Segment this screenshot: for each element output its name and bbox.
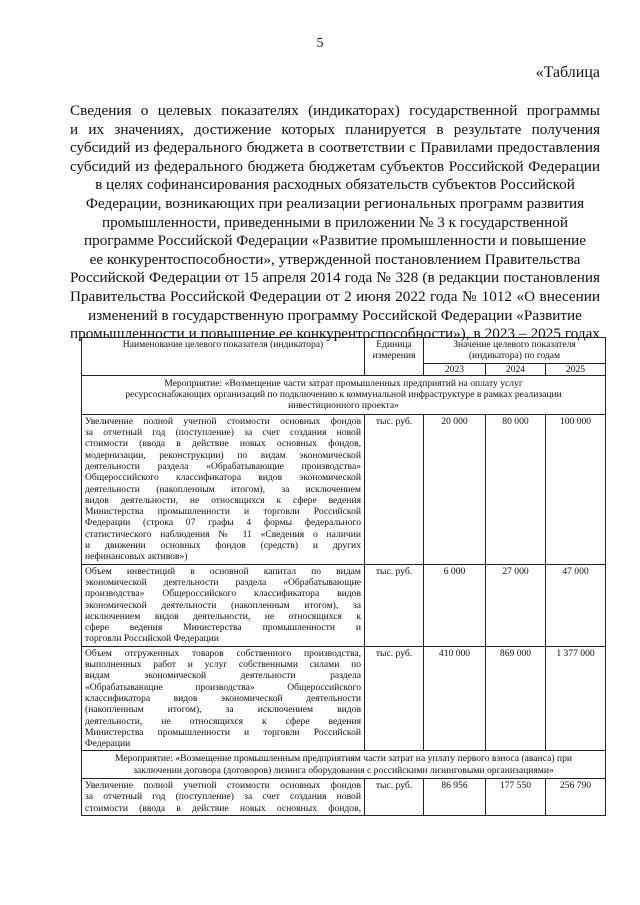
title-line: изменений в государственную программу Российской Федерации «Развитие — [88, 306, 582, 324]
unit-cell: тыс. руб. — [365, 414, 424, 564]
value-2023: 20 000 — [424, 414, 486, 564]
header-unit-line: измерения — [372, 350, 416, 362]
indicator-line: Увеличение полной учетной стоимости основных фондов — [85, 415, 361, 427]
title-line: в целях софинансирования расходных обязательств субъектов Российской — [95, 176, 575, 194]
header-year: 2025 — [546, 363, 606, 375]
header-values-line: Значение целевого показателя — [453, 339, 576, 350]
title-line: субсидий из федерального бюджета в соответствии с Правилами предоставления — [70, 139, 600, 157]
indicator-line: классификатора видов экономической деятельности — [85, 692, 361, 704]
indicator-line: Увеличение полной учетной стоимости основных фондов — [85, 779, 361, 791]
header-values-line: (индикатора) по годам — [468, 350, 561, 362]
title-line: Российской Федерации от 15 апреля 2014 года № 328 (в редакции постановления — [70, 269, 600, 287]
indicator-line: Объем отгруженных товаров собственного производства, — [85, 647, 361, 659]
indicator-line: исключением видов деятельности, не относящихся к — [85, 610, 361, 622]
indicator-line: Федерации (строка 07 графы 4 формы федерального — [85, 517, 361, 529]
indicator-name — [82, 414, 365, 564]
value-2024: 80 000 — [486, 414, 546, 564]
title-line: субсидий из федерального бюджета бюджетам субъектов Российской Федерации — [70, 157, 600, 175]
event-row — [82, 375, 606, 414]
value-2025: 1 377 000 — [546, 646, 606, 751]
indicator-line: Министерства промышленности и торговли Российской — [85, 506, 361, 518]
unit-cell: тыс. руб. — [365, 778, 424, 815]
table-header-row — [82, 338, 606, 364]
event-line: Мероприятие: «Возмещение части затрат промышленных предприятий на оплату услуг — [164, 377, 523, 389]
title-line: программе Российской Федерации «Развитие промышленности и повышение — [83, 232, 587, 250]
title-line: промышленности, приведенными в приложении № 3 к государственной — [101, 213, 569, 231]
table-row — [82, 778, 606, 815]
event-description — [82, 751, 606, 779]
title-line: и их значениях, достижение которых планируется в результате получения — [70, 120, 600, 138]
event-line: ресурсоснабжающих организаций по подключению к коммунальной инфраструктуре в рамках реализации — [125, 389, 562, 401]
value-2024: 177 550 — [486, 778, 546, 815]
event-description — [82, 375, 606, 414]
indicator-line: Общероссийского классификатора видов экономической — [85, 472, 361, 484]
title-line: Сведения о целевых показателях (индикаторах) государственной программы — [70, 102, 600, 119]
indicator-line: видам экономической деятельности раздела — [85, 670, 361, 682]
event-line: Мероприятие: «Возмещение промышленным предприятиям части затрат на уплату первого взноса (аванса) при — [115, 753, 572, 765]
page-number: 5 — [316, 36, 324, 51]
value-2024: 27 000 — [486, 564, 546, 646]
indicator-line: выполненных работ и услуг собственными силами по — [85, 659, 361, 671]
title-line: промышленности и повышение ее конкурентоспособности»), в 2023 – 2025 годах — [70, 325, 600, 343]
table-row — [82, 646, 606, 751]
indicator-line: Федерации — [85, 738, 131, 750]
indicator-line: стоимости (ввода в действие новых основных фондов, — [85, 438, 361, 450]
indicator-line: экономической деятельности (накопленным итогом), за — [85, 599, 361, 611]
indicator-name — [82, 646, 365, 751]
indicator-line: Объем инвестиций в основной капитал по видам — [85, 565, 361, 577]
value-2024: 869 000 — [486, 646, 546, 751]
header-values — [424, 338, 606, 364]
indicator-line: за отчетный год (поступление) за счет создания новой — [85, 791, 361, 803]
value-2025: 100 000 — [546, 414, 606, 564]
indicator-line: нефинансовых активов») — [85, 551, 188, 563]
value-2025: 47 000 — [546, 564, 606, 646]
unit-cell: тыс. руб. — [365, 564, 424, 646]
title-line: Правительства Российской Федерации от 2 июня 2022 года № 1012 «О внесении — [70, 287, 600, 305]
indicator-line: производства» Общероссийского классификатора видов — [85, 588, 361, 600]
event-line: инвестиционного проекта» — [288, 400, 399, 412]
indicator-line: деятельности раздела «Обрабатывающие производства» — [85, 460, 361, 472]
indicator-line: «Обрабатывающие производства» Общероссийского — [85, 681, 361, 693]
header-unit — [365, 338, 424, 376]
document-title — [70, 102, 600, 344]
header-year: 2023 — [424, 363, 486, 375]
indicator-line: деятельности, не относящихся к сфере ведения — [85, 715, 361, 727]
indicator-name — [82, 564, 365, 646]
indicator-line: видов деятельности, не относящихся к сфере ведения — [85, 494, 361, 506]
indicator-line: (накопленным итогом), за исключением видов — [85, 704, 361, 716]
indicator-line: Министерства промышленности и торговли Российской — [85, 726, 361, 738]
event-row — [82, 751, 606, 779]
indicator-line: за отчетный год (поступление) за счет создания новой — [85, 427, 361, 439]
header-indicator-name: Наименование целевого показателя (индикатора) — [82, 338, 365, 376]
value-2025: 256 790 — [546, 778, 606, 815]
table-row — [82, 564, 606, 646]
indicator-line: и движении основных фондов (средств) и других — [85, 540, 361, 552]
header-year: 2024 — [486, 363, 546, 375]
table-label: «Таблица — [535, 64, 600, 81]
indicator-line: модернизации, реконструкции) по видам экономической — [85, 449, 361, 461]
indicator-line: статистического наблюдения № 11 «Сведения о наличии — [85, 528, 361, 540]
title-line: Федерации, возникающих при реализации региональных программ развития — [85, 194, 585, 212]
event-line: заключении договора (договоров) лизинга оборудования с российскими лизинговыми организациями» — [133, 764, 554, 776]
value-2023: 6 000 — [424, 564, 486, 646]
table-row — [82, 414, 606, 564]
indicator-line: деятельности (накопленным итогом), за исключением — [85, 483, 361, 495]
title-line: ее конкурентоспособности», утвержденной постановлением Правительства — [89, 250, 581, 268]
indicator-line: стоимости (ввода в действие новых основных фондов, — [85, 802, 361, 814]
value-2023: 410 000 — [424, 646, 486, 751]
indicator-line: торговли Российской Федерации — [85, 633, 219, 645]
indicator-line: сфере ведения Министерства промышленности и — [85, 622, 361, 634]
indicator-name — [82, 778, 365, 815]
indicators-table — [81, 337, 606, 816]
value-2023: 86 956 — [424, 778, 486, 815]
unit-cell: тыс. руб. — [365, 646, 424, 751]
header-unit-line: Единица — [376, 339, 412, 350]
indicator-line: экономической деятельности раздела «Обрабатывающие — [85, 576, 361, 588]
